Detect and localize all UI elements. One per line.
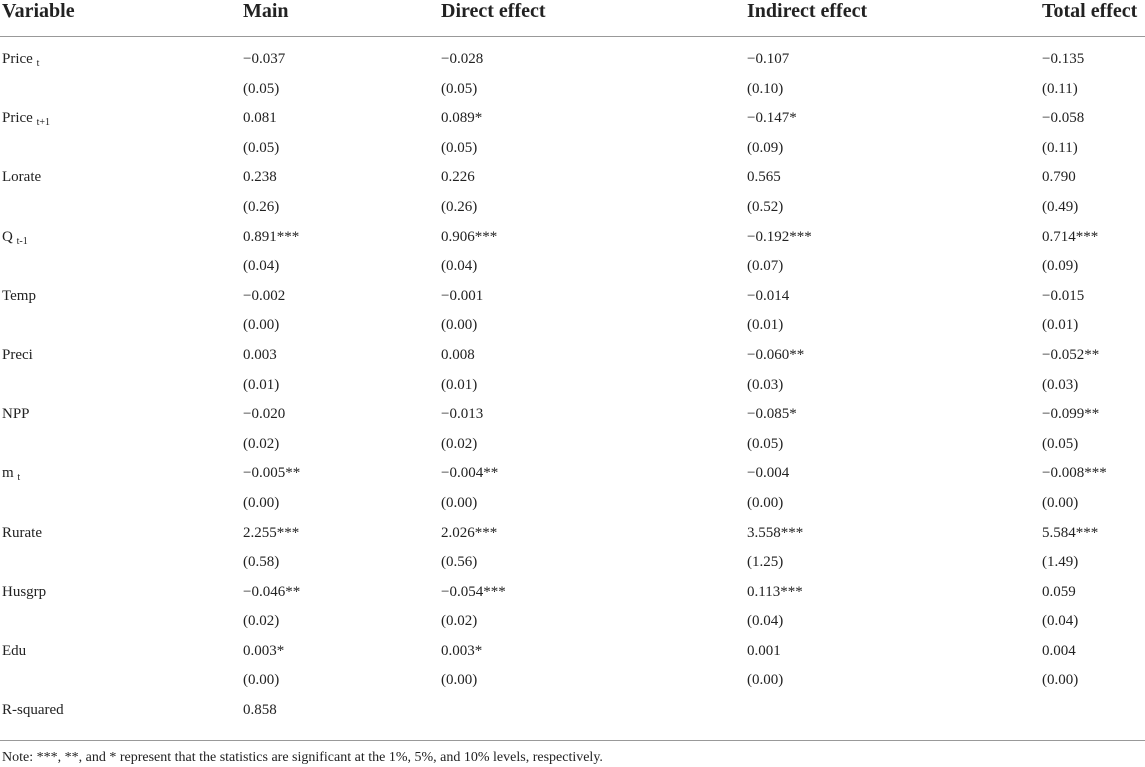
coefficient-cell: −0.058 <box>1042 110 1085 127</box>
table-row-standard-error <box>0 79 1145 109</box>
standard-error-cell: (1.49) <box>1042 554 1079 571</box>
variable-name <box>2 345 33 365</box>
standard-error-cell: (0.10) <box>747 80 784 97</box>
standard-error-cell: (0.05) <box>441 80 478 97</box>
coefficient-cell: −0.147* <box>747 110 797 127</box>
variable-label: Temp <box>2 287 36 304</box>
variable-label: Q <box>2 228 13 245</box>
variable-label: NPP <box>2 406 30 423</box>
table-row <box>0 463 1145 493</box>
variable-name <box>2 227 28 247</box>
column-header-variable: Variable <box>2 0 75 22</box>
table-row <box>0 167 1145 197</box>
table-row-standard-error <box>0 670 1145 700</box>
standard-error-cell: (0.26) <box>441 198 478 215</box>
variable-name <box>2 582 46 602</box>
coefficient-cell: 0.714*** <box>1042 228 1099 245</box>
coefficient-cell: −0.037 <box>243 51 286 67</box>
standard-error-cell: (0.05) <box>1042 435 1079 452</box>
standard-error-cell: (0.00) <box>1042 672 1079 689</box>
coefficient-cell: −0.135 <box>1042 51 1085 67</box>
standard-error-cell: (0.04) <box>243 258 280 275</box>
table-row <box>0 523 1145 553</box>
variable-name <box>2 108 50 128</box>
table-row-r-squared <box>0 700 1145 730</box>
standard-error-cell: (0.05) <box>243 139 280 156</box>
coefficient-cell: 0.003 <box>243 346 277 363</box>
standard-error-cell: (0.00) <box>243 494 280 511</box>
coefficient-cell: −0.020 <box>243 406 286 423</box>
standard-error-cell: (0.04) <box>441 258 478 275</box>
standard-error-cell: (0.05) <box>243 80 280 97</box>
standard-error-cell: (0.00) <box>441 494 478 511</box>
coefficient-cell: −0.015 <box>1042 287 1085 304</box>
coefficient-cell: 0.001 <box>747 642 781 659</box>
coefficient-cell: 0.226 <box>441 169 475 186</box>
coefficient-cell: 0.004 <box>1042 642 1076 659</box>
variable-subscript: t <box>17 472 21 484</box>
table-row <box>0 404 1145 434</box>
coefficient-cell: −0.008*** <box>1042 465 1107 482</box>
variable-label: m <box>2 465 14 482</box>
standard-error-cell: (0.26) <box>243 198 280 215</box>
coefficient-cell: 0.081 <box>243 110 277 127</box>
variable-label: Price <box>2 51 33 67</box>
coefficient-cell: 0.238 <box>243 169 277 186</box>
standard-error-cell: (0.00) <box>243 317 280 334</box>
standard-error-cell: (0.03) <box>1042 376 1079 393</box>
standard-error-cell: (0.01) <box>1042 317 1079 334</box>
coefficient-cell: −0.060** <box>747 346 805 363</box>
table-body <box>0 49 1145 730</box>
coefficient-cell: −0.002 <box>243 287 286 304</box>
variable-name <box>2 49 39 69</box>
table-row-standard-error <box>0 493 1145 523</box>
standard-error-cell: (0.58) <box>243 554 280 571</box>
variable-subscript: t-1 <box>16 235 28 247</box>
variable-label: Husgrp <box>2 583 47 600</box>
coefficient-cell: 0.059 <box>1042 583 1076 600</box>
table-row-standard-error <box>0 375 1145 405</box>
standard-error-cell: (0.00) <box>747 494 784 511</box>
standard-error-cell: (0.49) <box>1042 198 1079 215</box>
r-squared-label: R-squared <box>2 702 64 719</box>
table-row <box>0 582 1145 612</box>
table-row-standard-error <box>0 611 1145 641</box>
standard-error-cell: (0.01) <box>747 317 784 334</box>
standard-error-cell: (0.04) <box>1042 613 1079 630</box>
coefficient-cell: −0.005** <box>243 465 301 482</box>
standard-error-cell: (0.00) <box>441 317 478 334</box>
coefficient-cell: −0.004** <box>441 465 499 482</box>
table-row <box>0 227 1145 257</box>
variable-subscript: t+1 <box>36 117 50 129</box>
standard-error-cell: (0.02) <box>441 613 478 630</box>
coefficient-cell: −0.099** <box>1042 406 1100 423</box>
coefficient-cell: 0.003* <box>441 642 483 659</box>
table-row <box>0 286 1145 316</box>
column-header-direct-effect: Direct effect <box>441 0 546 22</box>
table-row-standard-error <box>0 197 1145 227</box>
coefficient-cell: 2.026*** <box>441 524 498 541</box>
coefficient-cell: 0.790 <box>1042 169 1076 186</box>
variable-label: Edu <box>2 642 27 659</box>
table-bottom-rule <box>0 740 1145 741</box>
coefficient-cell: −0.004 <box>747 465 790 482</box>
coefficient-cell: 0.891*** <box>243 228 300 245</box>
coefficient-cell: 3.558*** <box>747 524 804 541</box>
coefficient-cell: −0.052** <box>1042 346 1100 363</box>
coefficient-cell: 0.113*** <box>747 583 803 600</box>
coefficient-cell: −0.085* <box>747 406 797 423</box>
table-row-standard-error <box>0 138 1145 168</box>
coefficient-cell: −0.028 <box>441 51 484 67</box>
standard-error-cell: (0.56) <box>441 554 478 571</box>
standard-error-cell: (0.05) <box>441 139 478 156</box>
standard-error-cell: (0.02) <box>243 435 280 452</box>
coefficient-cell: 0.906*** <box>441 228 498 245</box>
column-header-total-effect: Total effect <box>1042 0 1138 22</box>
standard-error-cell: (0.09) <box>747 139 784 156</box>
coefficient-cell: 0.008 <box>441 346 475 363</box>
standard-error-cell: (0.07) <box>747 258 784 275</box>
coefficient-cell: 2.255*** <box>243 524 300 541</box>
standard-error-cell: (0.01) <box>243 376 280 393</box>
table-row <box>0 49 1145 79</box>
table-header <box>0 0 1145 37</box>
standard-error-cell: (0.52) <box>747 198 784 215</box>
column-header-main: Main <box>243 0 289 22</box>
coefficient-cell: −0.107 <box>747 51 790 67</box>
coefficient-cell: −0.014 <box>747 287 790 304</box>
standard-error-cell: (0.11) <box>1042 139 1078 156</box>
variable-label: Price <box>2 110 33 127</box>
standard-error-cell: (0.04) <box>747 613 784 630</box>
table-row-standard-error <box>0 315 1145 345</box>
variable-name <box>2 167 41 187</box>
coefficient-cell: −0.001 <box>441 287 484 304</box>
standard-error-cell: (0.01) <box>441 376 478 393</box>
table-row <box>0 108 1145 138</box>
standard-error-cell: (0.00) <box>1042 494 1079 511</box>
table-row-standard-error <box>0 256 1145 286</box>
variable-name <box>2 286 36 306</box>
standard-error-cell: (0.00) <box>441 672 478 689</box>
coefficient-cell: −0.192*** <box>747 228 812 245</box>
coefficient-cell: 0.089* <box>441 110 483 127</box>
standard-error-cell: (0.00) <box>747 672 784 689</box>
variable-label: Lorate <box>2 169 42 186</box>
coefficient-cell: 0.565 <box>747 169 781 186</box>
table-row-standard-error <box>0 552 1145 582</box>
variable-name <box>2 404 30 424</box>
variable-subscript: t <box>36 58 40 69</box>
standard-error-cell: (0.02) <box>441 435 478 452</box>
standard-error-cell: (0.03) <box>747 376 784 393</box>
coefficient-cell: −0.046** <box>243 583 301 600</box>
table-row <box>0 345 1145 375</box>
standard-error-cell: (0.09) <box>1042 258 1079 275</box>
variable-label: Preci <box>2 346 33 363</box>
variable-name <box>2 523 42 543</box>
table-row <box>0 641 1145 671</box>
standard-error-cell: (0.05) <box>747 435 784 452</box>
standard-error-cell: (1.25) <box>747 554 784 571</box>
coefficient-cell: 5.584*** <box>1042 524 1099 541</box>
variable-name <box>2 641 26 661</box>
r-squared-value: 0.858 <box>243 702 277 719</box>
coefficient-cell: −0.054*** <box>441 583 506 600</box>
standard-error-cell: (0.00) <box>243 672 280 689</box>
coefficient-cell: 0.003* <box>243 642 285 659</box>
coefficient-cell: −0.013 <box>441 406 484 423</box>
variable-label: Rurate <box>2 524 42 541</box>
table-row-standard-error <box>0 434 1145 464</box>
standard-error-cell: (0.02) <box>243 613 280 630</box>
column-header-indirect-effect: Indirect effect <box>747 0 868 22</box>
table-note: Note: ***, **, and * represent that the statistics are significant at the 1%, 5%, and 10% levels, respectively. <box>2 750 603 765</box>
variable-name <box>2 463 20 483</box>
standard-error-cell: (0.11) <box>1042 80 1078 97</box>
